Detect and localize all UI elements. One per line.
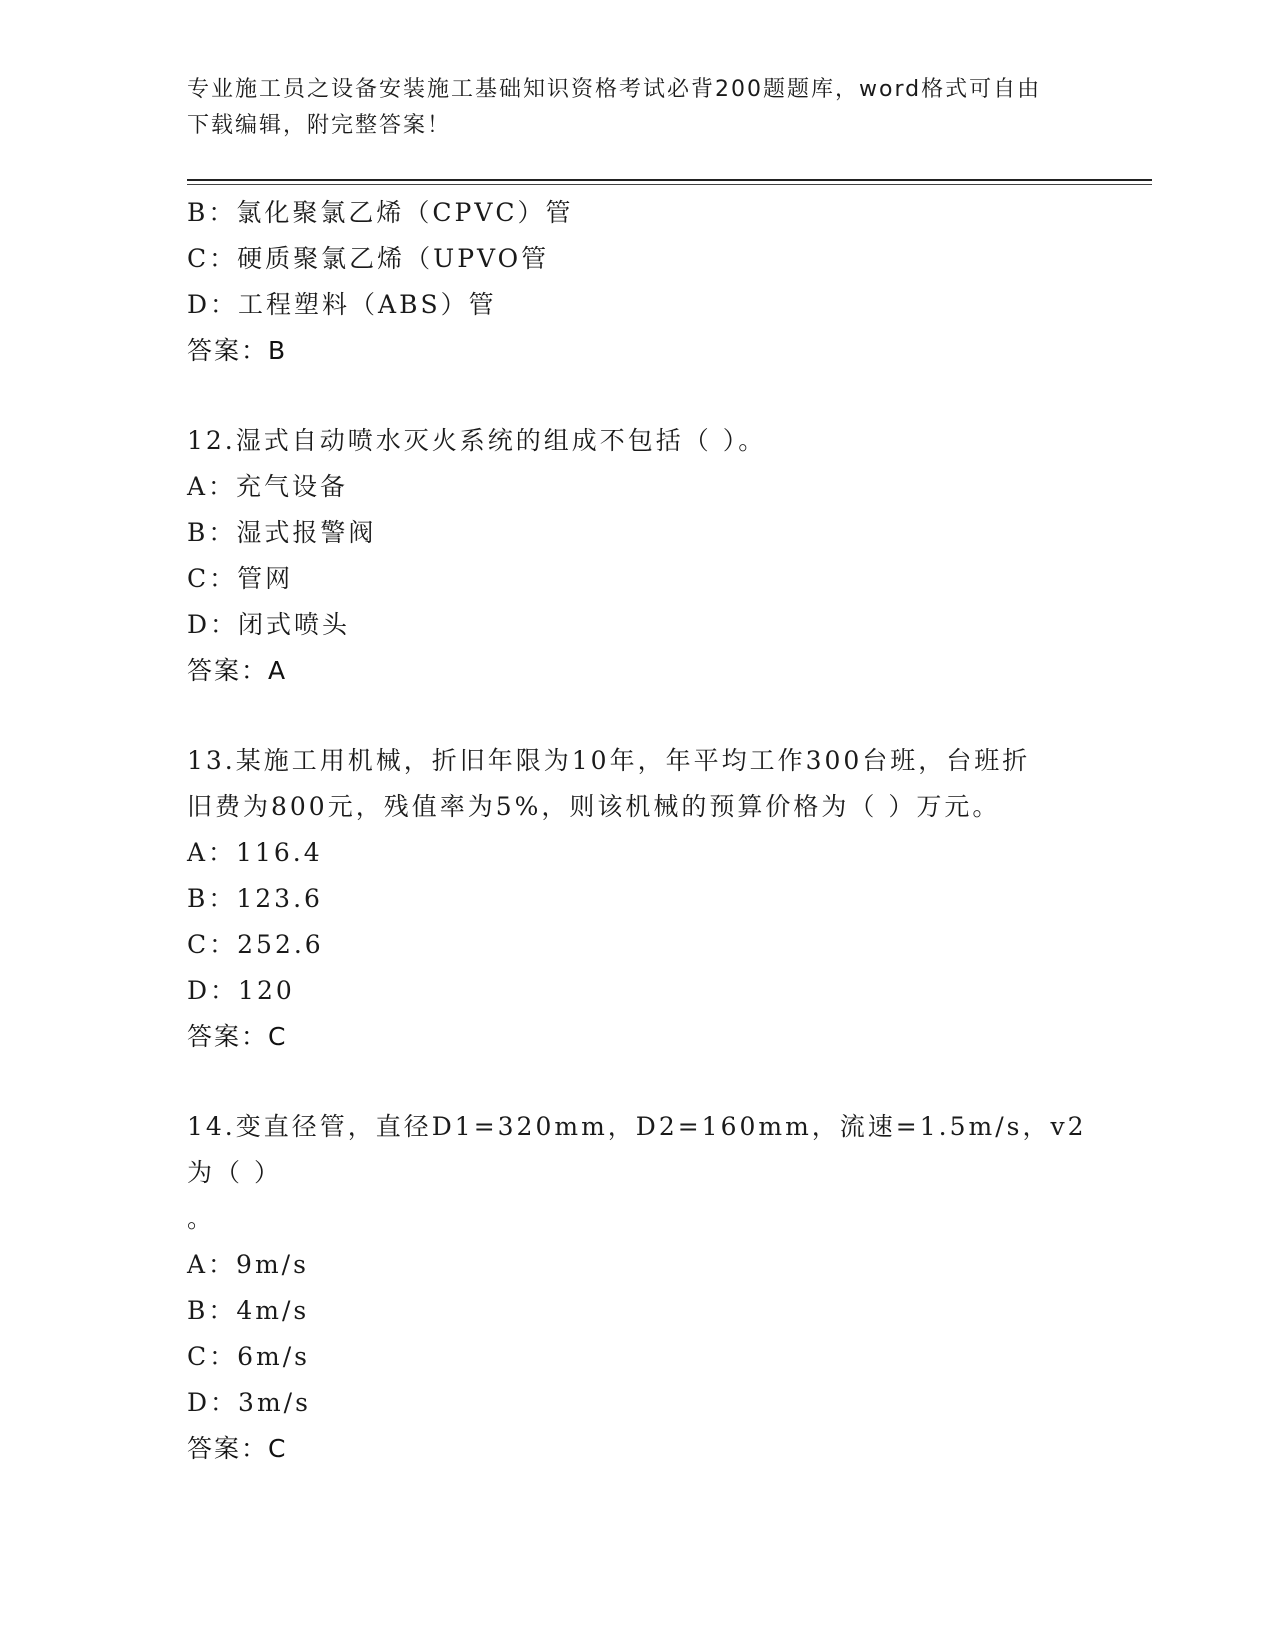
question-stem-line-1: 14.变直径管，直径D1=320mm，D2=160mm，流速=1.5m/s，v2为（ ） (187, 1112, 1087, 1187)
question-14 (187, 1104, 1087, 1472)
option-d: D：工程塑料（ABS）管 (187, 290, 497, 319)
question-stem-line-1: 13.某施工用机械，折旧年限为10年，年平均工作300台班，台班折 (187, 746, 1031, 775)
spacer (187, 1060, 1087, 1104)
answer-line: 答案：C (187, 1022, 288, 1051)
header-rule-thin (187, 184, 1152, 185)
question-13 (187, 738, 1087, 1060)
question-12 (187, 418, 1087, 694)
option-a: A：9m/s (187, 1250, 309, 1279)
option-d: D：120 (187, 976, 295, 1005)
answer-line: 答案：B (187, 336, 288, 365)
option-d: D：闭式喷头 (187, 610, 351, 639)
question-content (187, 190, 1087, 1472)
question-stem-line-2: 。 (187, 1204, 216, 1233)
option-b: B：氯化聚氯乙烯（CPVC）管 (187, 198, 574, 227)
option-b: B：123.6 (187, 884, 323, 913)
document-header (187, 72, 1067, 144)
option-b: B：4m/s (187, 1296, 310, 1325)
option-a: A：充气设备 (187, 472, 349, 501)
option-d: D：3m/s (187, 1388, 311, 1417)
option-c: C：硬质聚氯乙烯（UPVO管 (187, 244, 550, 273)
question-stem: 12.湿式自动喷水灭火系统的组成不包括（ ）。 (187, 426, 767, 455)
header-line-1: 专业施工员之设备安装施工基础知识资格考试必背200题题库，word格式可自由 (187, 77, 1042, 102)
header-rule-thick (187, 179, 1152, 181)
option-c: C：252.6 (187, 930, 324, 959)
answer-line: 答案：A (187, 656, 288, 685)
question-11-tail (187, 190, 1087, 374)
option-c: C：管网 (187, 564, 294, 593)
header-line-2: 下载编辑，附完整答案！ (187, 113, 452, 138)
answer-line: 答案：C (187, 1434, 288, 1463)
spacer (187, 694, 1087, 738)
question-stem-line-2: 旧费为800元，残值率为5%，则该机械的预算价格为（ ）万元。 (187, 792, 1001, 821)
option-a: A：116.4 (187, 838, 323, 867)
option-c: C：6m/s (187, 1342, 310, 1371)
spacer (187, 374, 1087, 418)
option-b: B：湿式报警阀 (187, 518, 377, 547)
